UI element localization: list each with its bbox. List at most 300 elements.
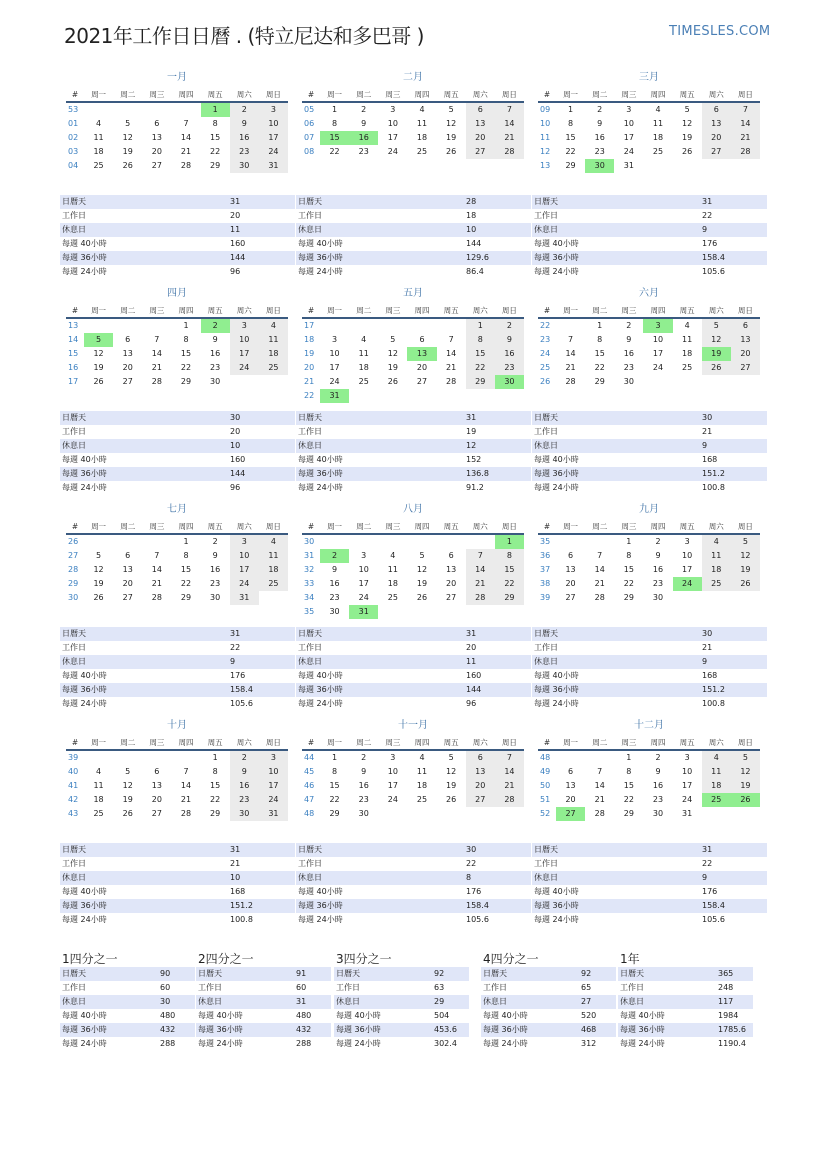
empty-day-cell — [407, 389, 436, 403]
day-cell: 30 — [358, 809, 369, 818]
stats-label: 每週 36小時 — [196, 1023, 294, 1037]
empty-day-cell — [495, 605, 524, 619]
day-cell: 4 — [259, 318, 288, 333]
stats-row — [60, 195, 295, 209]
week-number: 08 — [304, 147, 315, 156]
month-calendar — [66, 504, 288, 605]
stats-value: 8 — [464, 871, 531, 885]
week-row — [538, 765, 760, 779]
weekday-header: 周五 — [201, 519, 230, 534]
stats-value: 30 — [700, 627, 767, 641]
day-cell: 3 — [390, 105, 396, 114]
day-cell: 25 — [387, 593, 398, 602]
day-cell: 24 — [387, 147, 398, 156]
day-cell: 9 — [212, 551, 218, 560]
day-cell: 19 — [93, 363, 104, 372]
stats-label: 每週 36小時 — [532, 467, 700, 481]
day-cell: 13 — [446, 565, 457, 574]
day-cell: 19 — [682, 133, 693, 142]
month-grid — [66, 735, 288, 821]
stats-label: 休息日 — [296, 655, 464, 669]
stats-label: 每週 36小時 — [60, 683, 228, 697]
day-cell: 29 — [210, 809, 221, 818]
day-cell: 3 — [230, 534, 259, 549]
day-cell: 8 — [626, 767, 632, 776]
week-row — [302, 361, 524, 375]
holiday-cell: 31 — [349, 605, 378, 619]
stats-row — [532, 885, 767, 899]
empty-day-cell — [466, 534, 495, 549]
day-cell: 7 — [495, 750, 524, 765]
day-cell: 20 — [565, 579, 576, 588]
stats-row — [532, 411, 767, 425]
day-cell: 20 — [702, 131, 731, 145]
day-cell: 7 — [597, 767, 603, 776]
weekday-header: # — [302, 303, 320, 318]
stats-label: 每週 36小時 — [296, 683, 464, 697]
day-cell: 8 — [495, 549, 524, 563]
stats-value: 31 — [228, 627, 295, 641]
month-calendar — [66, 288, 288, 389]
day-cell: 21 — [594, 579, 605, 588]
day-cell: 4 — [684, 321, 690, 330]
stats-row — [296, 467, 531, 481]
stats-value: 9 — [228, 655, 295, 669]
day-cell: 5 — [702, 318, 731, 333]
day-cell: 14 — [495, 765, 524, 779]
stats-value: 21 — [702, 643, 713, 652]
day-cell: 20 — [466, 131, 495, 145]
stats-value: 31 — [464, 627, 531, 641]
day-cell: 4 — [702, 750, 731, 765]
weekday-header: 周五 — [201, 735, 230, 750]
stats-label: 休息日 — [296, 223, 464, 237]
stats-label: 工作日 — [534, 211, 558, 220]
stats-value: 100.8 — [230, 915, 253, 924]
holiday-cell: 19 — [702, 347, 731, 361]
day-cell: 5 — [390, 335, 396, 344]
stats-value: 105.6 — [230, 699, 253, 708]
month-stats — [532, 627, 767, 711]
day-cell: 30 — [210, 377, 221, 386]
stats-value: 168 — [702, 671, 718, 680]
stats-row — [532, 641, 767, 655]
empty-day-cell — [556, 750, 585, 765]
day-cell: 18 — [93, 147, 104, 156]
day-cell: 2 — [212, 537, 218, 546]
stats-label: 日曆天 — [296, 843, 464, 857]
day-cell: 19 — [122, 795, 133, 804]
stats-value: 9 — [700, 655, 767, 669]
empty-day-cell — [378, 389, 407, 403]
day-cell: 13 — [151, 133, 162, 142]
day-cell: 17 — [358, 579, 369, 588]
day-cell: 28 — [594, 809, 605, 818]
day-cell: 7 — [183, 119, 189, 128]
day-cell: 18 — [416, 781, 428, 790]
month-name: 九月 — [639, 504, 659, 515]
stats-value: 520 — [581, 1011, 597, 1020]
day-cell: 23 — [358, 795, 369, 804]
day-cell: 31 — [259, 807, 288, 821]
weekday-header: 周六 — [702, 735, 731, 750]
stats-label: 日曆天 — [60, 967, 158, 981]
week-row — [538, 159, 760, 173]
weekday-header: 周五 — [201, 87, 230, 102]
weekday-header: 周二 — [585, 303, 614, 318]
day-cell: 20 — [151, 795, 162, 804]
day-cell: 15 — [210, 133, 221, 142]
week-number: 32 — [304, 565, 315, 574]
week-number: 26 — [68, 537, 79, 546]
day-cell: 30 — [210, 593, 221, 602]
stats-value: 10 — [464, 223, 531, 237]
stats-label: 工作日 — [534, 859, 558, 868]
stats-row — [532, 467, 767, 481]
month-calendar — [538, 720, 760, 821]
week-number: 31 — [304, 551, 315, 560]
day-cell: 8 — [466, 333, 495, 347]
stats-row — [296, 223, 531, 237]
day-cell: 14 — [565, 349, 576, 358]
day-cell: 25 — [93, 809, 104, 818]
day-cell: 6 — [466, 750, 495, 765]
week-row — [66, 361, 288, 375]
weekday-header: 周三 — [378, 519, 407, 534]
stats-label: 每週 36小時 — [481, 1023, 579, 1037]
stats-label: 休息日 — [296, 871, 464, 885]
day-cell: 12 — [682, 119, 693, 128]
weekday-header: 周日 — [259, 87, 288, 102]
stats-value: 30 — [464, 843, 531, 857]
stats-value: 100.8 — [702, 699, 725, 708]
day-cell: 20 — [731, 347, 760, 361]
empty-day-cell — [320, 534, 349, 549]
stats-row — [196, 1023, 331, 1037]
day-cell: 3 — [332, 335, 338, 344]
stats-value: 176 — [702, 887, 718, 896]
day-cell: 8 — [332, 767, 338, 776]
stats-value: 312 — [581, 1039, 597, 1048]
day-cell: 22 — [180, 579, 192, 588]
day-cell: 16 — [495, 347, 524, 361]
week-row — [302, 534, 524, 549]
weekday-header: 周日 — [259, 735, 288, 750]
holiday-cell: 31 — [320, 389, 349, 403]
stats-value: 1190.4 — [718, 1039, 746, 1048]
day-cell: 6 — [568, 767, 574, 776]
empty-day-cell — [556, 318, 585, 333]
day-cell: 7 — [597, 551, 603, 560]
day-cell: 29 — [623, 809, 634, 818]
stats-row — [334, 1023, 469, 1037]
empty-day-cell — [113, 318, 142, 333]
day-cell: 9 — [597, 119, 603, 128]
stats-row — [296, 683, 531, 697]
stats-label: 工作日 — [62, 211, 86, 220]
day-cell: 12 — [387, 349, 398, 358]
day-cell: 14 — [495, 117, 524, 131]
weekday-header: 周二 — [349, 735, 378, 750]
day-cell: 12 — [731, 765, 760, 779]
stats-row — [334, 995, 469, 1009]
week-number: 51 — [540, 795, 551, 804]
week-number: 11 — [540, 133, 551, 142]
day-cell: 22 — [594, 363, 605, 372]
month-calendar — [302, 720, 524, 821]
stats-row — [60, 265, 295, 279]
stats-row — [334, 1037, 469, 1051]
day-cell: 25 — [416, 147, 428, 156]
empty-day-cell — [171, 102, 200, 117]
day-cell: 10 — [358, 565, 369, 574]
day-cell: 28 — [446, 377, 457, 386]
day-cell: 3 — [684, 537, 690, 546]
day-cell: 8 — [183, 335, 189, 344]
weekday-header: # — [538, 303, 556, 318]
day-cell: 14 — [446, 349, 457, 358]
stats-row — [60, 209, 295, 223]
stats-label: 工作日 — [62, 643, 86, 652]
day-cell: 23 — [230, 145, 259, 159]
stats-value: 65 — [581, 983, 592, 992]
weekday-header: 周三 — [142, 87, 171, 102]
day-cell: 2 — [655, 537, 661, 546]
week-number: 39 — [540, 593, 551, 602]
week-number: 53 — [68, 105, 79, 114]
day-cell: 10 — [259, 117, 288, 131]
stats-row — [296, 627, 531, 641]
day-cell: 28 — [466, 591, 495, 605]
day-cell: 4 — [361, 335, 367, 344]
stats-value: 158.4 — [700, 251, 767, 265]
stats-row — [296, 411, 531, 425]
day-cell: 4 — [96, 767, 102, 776]
day-cell: 25 — [358, 377, 369, 386]
stats-row — [532, 857, 767, 871]
brand-logo[interactable]: TIMESLES.COM — [669, 24, 771, 39]
weekday-header: 周五 — [673, 87, 702, 102]
stats-label: 日曆天 — [532, 195, 700, 209]
empty-day-cell — [113, 534, 142, 549]
stats-label: 休息日 — [481, 995, 579, 1009]
stats-label: 每週 36小時 — [60, 467, 228, 481]
weekday-header: 周五 — [201, 303, 230, 318]
weekday-header: 周五 — [437, 303, 466, 318]
stats-row — [296, 425, 531, 439]
stats-row — [532, 439, 767, 453]
stats-row — [532, 655, 767, 669]
month-grid — [538, 303, 760, 389]
stats-row — [296, 857, 531, 871]
day-cell: 16 — [594, 133, 605, 142]
stats-label: 每週 24小時 — [298, 699, 343, 708]
weekday-header: 周五 — [673, 735, 702, 750]
holiday-cell: 1 — [201, 102, 230, 117]
stats-row — [481, 1037, 616, 1051]
day-cell: 26 — [387, 377, 398, 386]
day-cell: 9 — [332, 565, 338, 574]
day-cell: 24 — [329, 377, 340, 386]
day-cell: 12 — [446, 119, 457, 128]
day-cell: 27 — [565, 593, 576, 602]
stats-row — [60, 467, 295, 481]
weekday-header: # — [66, 87, 84, 102]
week-number: 09 — [540, 105, 551, 114]
month-stats — [296, 195, 531, 279]
stats-label: 每週 40小時 — [534, 671, 579, 680]
month-name: 三月 — [639, 72, 659, 83]
day-cell: 29 — [623, 593, 634, 602]
stats-value: 365 — [716, 967, 753, 981]
day-cell: 14 — [466, 563, 495, 577]
stats-label: 每週 40小時 — [620, 1011, 665, 1020]
weekday-header: 周二 — [113, 303, 142, 318]
holiday-cell: 30 — [585, 159, 614, 173]
day-cell: 2 — [361, 753, 367, 762]
stats-label: 工作日 — [198, 983, 222, 992]
day-cell: 5 — [731, 534, 760, 549]
empty-day-cell — [702, 375, 731, 389]
month-stats — [60, 627, 295, 711]
day-cell: 4 — [390, 551, 396, 560]
day-cell: 16 — [358, 781, 369, 790]
stats-value: 31 — [228, 843, 295, 857]
week-number: 48 — [304, 809, 315, 818]
week-number: 29 — [68, 579, 79, 588]
week-row — [66, 765, 288, 779]
day-cell: 19 — [446, 781, 457, 790]
stats-label: 每週 24小時 — [62, 699, 107, 708]
day-cell: 22 — [210, 795, 221, 804]
stats-row — [296, 697, 531, 711]
weekday-header: 周四 — [643, 303, 672, 318]
stats-label: 每週 24小時 — [298, 483, 343, 492]
week-number: 04 — [68, 161, 79, 170]
stats-row — [296, 669, 531, 683]
holiday-cell: 3 — [643, 318, 672, 333]
day-cell: 29 — [495, 591, 524, 605]
stats-label: 休息日 — [532, 655, 700, 669]
stats-value: 96 — [230, 267, 241, 276]
stats-value: 248 — [718, 983, 734, 992]
stats-label: 工作日 — [62, 983, 86, 992]
holiday-cell: 27 — [556, 807, 585, 821]
stats-label: 工作日 — [62, 859, 86, 868]
day-cell: 16 — [652, 565, 664, 574]
day-cell: 20 — [122, 363, 133, 372]
day-cell: 11 — [702, 549, 731, 563]
week-number: 48 — [540, 753, 551, 762]
day-cell: 14 — [594, 565, 605, 574]
empty-day-cell — [643, 159, 672, 173]
week-row — [302, 347, 524, 361]
stats-label: 日曆天 — [532, 411, 700, 425]
day-cell: 20 — [122, 579, 133, 588]
day-cell: 20 — [151, 147, 162, 156]
stats-label: 休息日 — [532, 439, 700, 453]
day-cell: 10 — [230, 549, 259, 563]
week-number: 21 — [304, 377, 315, 386]
weekday-header: 周六 — [230, 87, 259, 102]
day-cell: 21 — [446, 363, 457, 372]
weekday-header: 周六 — [702, 87, 731, 102]
week-number: 35 — [304, 607, 315, 616]
week-number: 39 — [68, 753, 79, 762]
day-cell: 25 — [682, 363, 693, 372]
day-cell: 26 — [93, 377, 104, 386]
day-cell: 5 — [731, 750, 760, 765]
month-stats — [60, 843, 295, 927]
week-row — [302, 750, 524, 765]
stats-label: 日曆天 — [618, 967, 716, 981]
stats-row — [532, 683, 767, 697]
stats-value: 92 — [579, 967, 616, 981]
week-number: 30 — [68, 593, 79, 602]
weekday-header: 周四 — [171, 735, 200, 750]
empty-day-cell — [378, 605, 407, 619]
week-number: 13 — [540, 161, 551, 170]
weekday-header: 周四 — [407, 519, 436, 534]
stats-label: 每週 36小時 — [60, 251, 228, 265]
day-cell: 28 — [495, 145, 524, 159]
weekday-header: 周三 — [142, 519, 171, 534]
day-cell: 31 — [230, 591, 259, 605]
weekday-header: 周日 — [731, 519, 760, 534]
day-cell: 24 — [358, 593, 369, 602]
stats-label: 休息日 — [60, 655, 228, 669]
stats-row — [196, 995, 331, 1009]
empty-day-cell — [259, 591, 288, 605]
stats-label: 每週 24小時 — [483, 1039, 528, 1048]
day-cell: 12 — [122, 133, 133, 142]
stats-label: 休息日 — [618, 995, 716, 1009]
holiday-cell: 24 — [673, 577, 702, 591]
weekday-header: # — [66, 735, 84, 750]
stats-value: 432 — [294, 1023, 331, 1037]
week-number: 42 — [68, 795, 79, 804]
day-cell: 21 — [466, 577, 495, 591]
day-cell: 12 — [446, 767, 457, 776]
day-cell: 13 — [122, 565, 133, 574]
week-number: 17 — [304, 321, 315, 330]
week-number: 12 — [540, 147, 551, 156]
day-cell: 14 — [151, 349, 162, 358]
day-cell: 27 — [702, 145, 731, 159]
day-cell: 15 — [594, 349, 605, 358]
day-cell: 21 — [151, 579, 162, 588]
stats-row — [60, 899, 295, 913]
stats-value: 480 — [160, 1011, 176, 1020]
day-cell: 11 — [416, 119, 428, 128]
stats-value: 151.2 — [700, 683, 767, 697]
day-cell: 10 — [259, 765, 288, 779]
weekday-header: 周四 — [643, 735, 672, 750]
month-name: 四月 — [167, 288, 187, 299]
week-row — [538, 549, 760, 563]
stats-row — [296, 195, 531, 209]
stats-label: 每週 36小時 — [532, 899, 700, 913]
empty-day-cell — [84, 750, 113, 765]
stats-value: 160 — [466, 671, 482, 680]
day-cell: 21 — [731, 131, 760, 145]
stats-value: 144 — [228, 251, 295, 265]
stats-label: 每週 36小時 — [60, 899, 228, 913]
stats-row — [334, 967, 469, 981]
stats-label: 每週 24小時 — [298, 267, 343, 276]
stats-label: 每週 36小時 — [296, 467, 464, 481]
month-calendar — [66, 720, 288, 821]
